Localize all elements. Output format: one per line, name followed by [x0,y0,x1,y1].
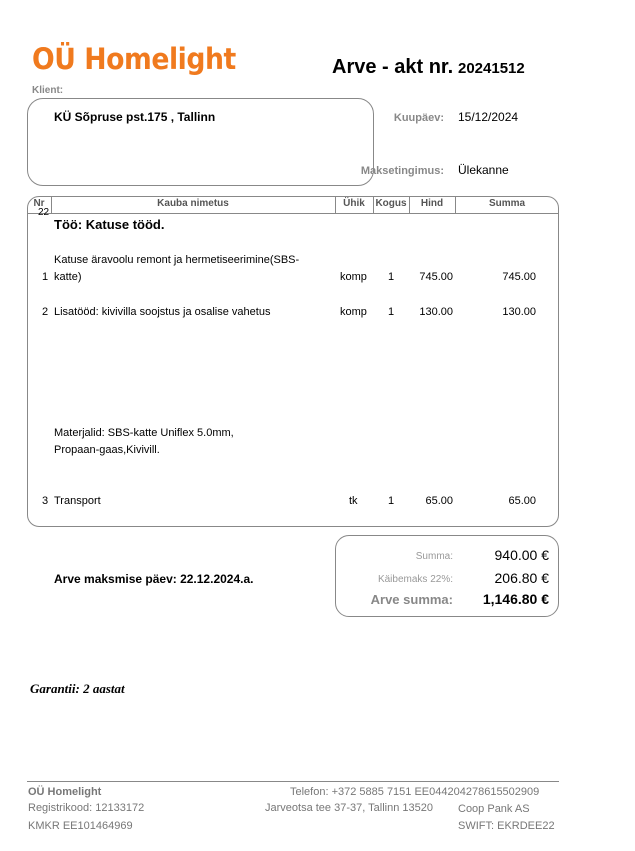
total-label: Arve summa: [370,592,453,607]
document-title: Arve - akt nr. [332,56,454,78]
footer-phone-iban: Telefon: +372 5885 7151 EE044204278615502909 [290,786,540,798]
date-value: 15/12/2024 [458,110,519,124]
row-3-unit: tk [349,495,358,507]
row-2-nr: 2 [42,306,49,318]
footer-reg-code: Registrikood: 12133172 [28,802,145,814]
footer-company: OÜ Homelight [28,786,102,798]
header-nr: Nr [33,198,45,209]
row-1-unit: komp [340,271,367,283]
row-3-sum: 65.00 [508,495,536,507]
items-table [27,196,559,527]
row-2-sum: 130.00 [502,306,536,318]
company-logo-text: OÜ Homelight [32,42,236,76]
footer-divider [27,781,559,782]
row-1-name-line2: katte) [54,271,82,283]
client-label: Klient: [32,85,64,96]
subtotal-value: 940.00 € [494,547,549,563]
payment-due-date: Arve maksmise päev: 22.12.2024.a. [54,572,254,586]
row-2-price: 130.00 [419,306,453,318]
row-1-price: 745.00 [419,271,453,283]
row-3-qty: 1 [388,495,395,507]
row-3-nr: 3 [42,495,49,507]
client-name: KÜ Sõpruse pst.175 , Tallinn [54,110,216,124]
header-name: Kauba nimetus [157,198,229,209]
header-qty: Kogus [375,198,407,209]
vat-value: 206.80 € [494,570,549,586]
payment-terms-label: Maksetingimus: [360,165,444,177]
row-2-qty: 1 [388,306,395,318]
work-group-title: Töö: Katuse tööd. [54,217,165,232]
footer-swift: SWIFT: EKRDEE22 [458,820,555,832]
row-2-name: Lisatööd: kivivilla soojstus ja osalise vahetus [54,306,271,318]
header-price: Hind [420,198,444,209]
row-1-nr: 1 [42,271,49,283]
header-sum: Summa [488,198,526,209]
total-value: 1,146.80 € [482,591,549,607]
row-2-unit: komp [340,306,367,318]
materials-line2: Propaan-gaas,Kivivill. [54,444,160,456]
footer-vat-number: KMKR EE101464969 [28,820,133,832]
table-header-divider [27,213,559,214]
date-label: Kuupäev: [393,112,444,124]
footer-bank: Coop Pank AS [458,803,530,815]
document-number: 20241512 [458,60,525,77]
warranty-note: Garantii: 2 aastat [30,681,125,696]
row-3-name: Transport [54,495,101,507]
row-1-sum: 745.00 [502,271,536,283]
small-number: 22 [38,207,50,218]
row-1-qty: 1 [388,271,395,283]
vat-label: Käibemaks 22%: [377,574,453,585]
materials-line1: Materjalid: SBS-katte Uniflex 5.0mm, [54,427,234,439]
row-1-name-line1: Katuse äravoolu remont ja hermetiseerimine(SBS- [54,254,300,266]
payment-terms-value: Ülekanne [458,163,509,177]
row-3-price: 65.00 [425,495,453,507]
subtotal-label: Summa: [415,551,453,562]
header-unit: Ühik [343,198,365,209]
footer-address: Jarveotsa tee 37-37, Tallinn 13520 [265,802,433,814]
